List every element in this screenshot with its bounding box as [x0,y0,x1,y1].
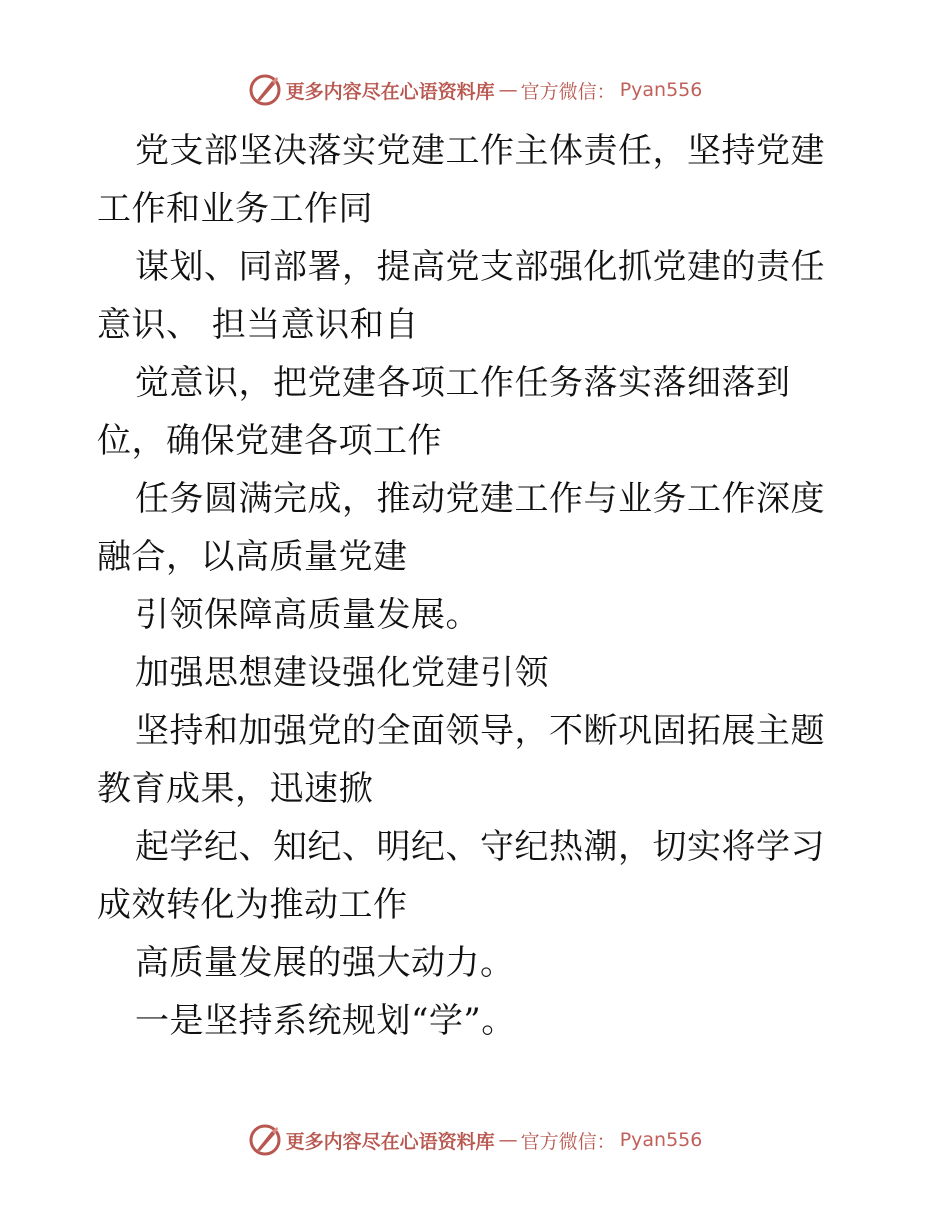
paragraph: 觉意识，把党建各项工作任务落实落细落到位，确保党建各项工作 [97,363,791,461]
paragraph: 党支部坚决落实党建工作主体责任，坚持党建工作和业务工作同 [97,131,825,229]
paragraph: 谋划、同部署，提高党支部强化抓党建的责任意识、 担当意识和自 [97,247,825,345]
paragraph: 高质量发展的强大动力。 [135,943,515,983]
feather-pen-icon [248,1123,282,1157]
watermark-wechat-label: 官方微信： [520,1130,616,1153]
watermark-wechat-id: Pyan556 [619,1129,703,1151]
footer-watermark [0,1120,950,1160]
document-body [97,122,857,1050]
watermark-site-text: 更多内容尽在心语资料库 [285,1130,495,1153]
paragraph: 坚持和加强党的全面领导，不断巩固拓展主题教育成果，迅速掀 [97,711,825,809]
watermark-dash: — [498,1129,517,1151]
paragraph: 一是坚持系统规划“学”。 [135,1001,516,1041]
watermark-dash: — [498,79,517,101]
watermark-wechat-label: 官方微信： [520,80,616,103]
header-watermark [0,70,950,110]
feather-pen-icon [248,73,282,107]
section-heading: 加强思想建设强化党建引领 [135,653,549,693]
watermark-site-text: 更多内容尽在心语资料库 [285,80,495,103]
watermark-wechat-id: Pyan556 [619,79,703,101]
paragraph: 任务圆满完成，推动党建工作与业务工作深度融合，以高质量党建 [97,479,825,577]
paragraph: 起学纪、知纪、明纪、守纪热潮，切实将学习成效转化为推动工作 [97,827,825,925]
paragraph: 引领保障高质量发展。 [135,595,480,635]
